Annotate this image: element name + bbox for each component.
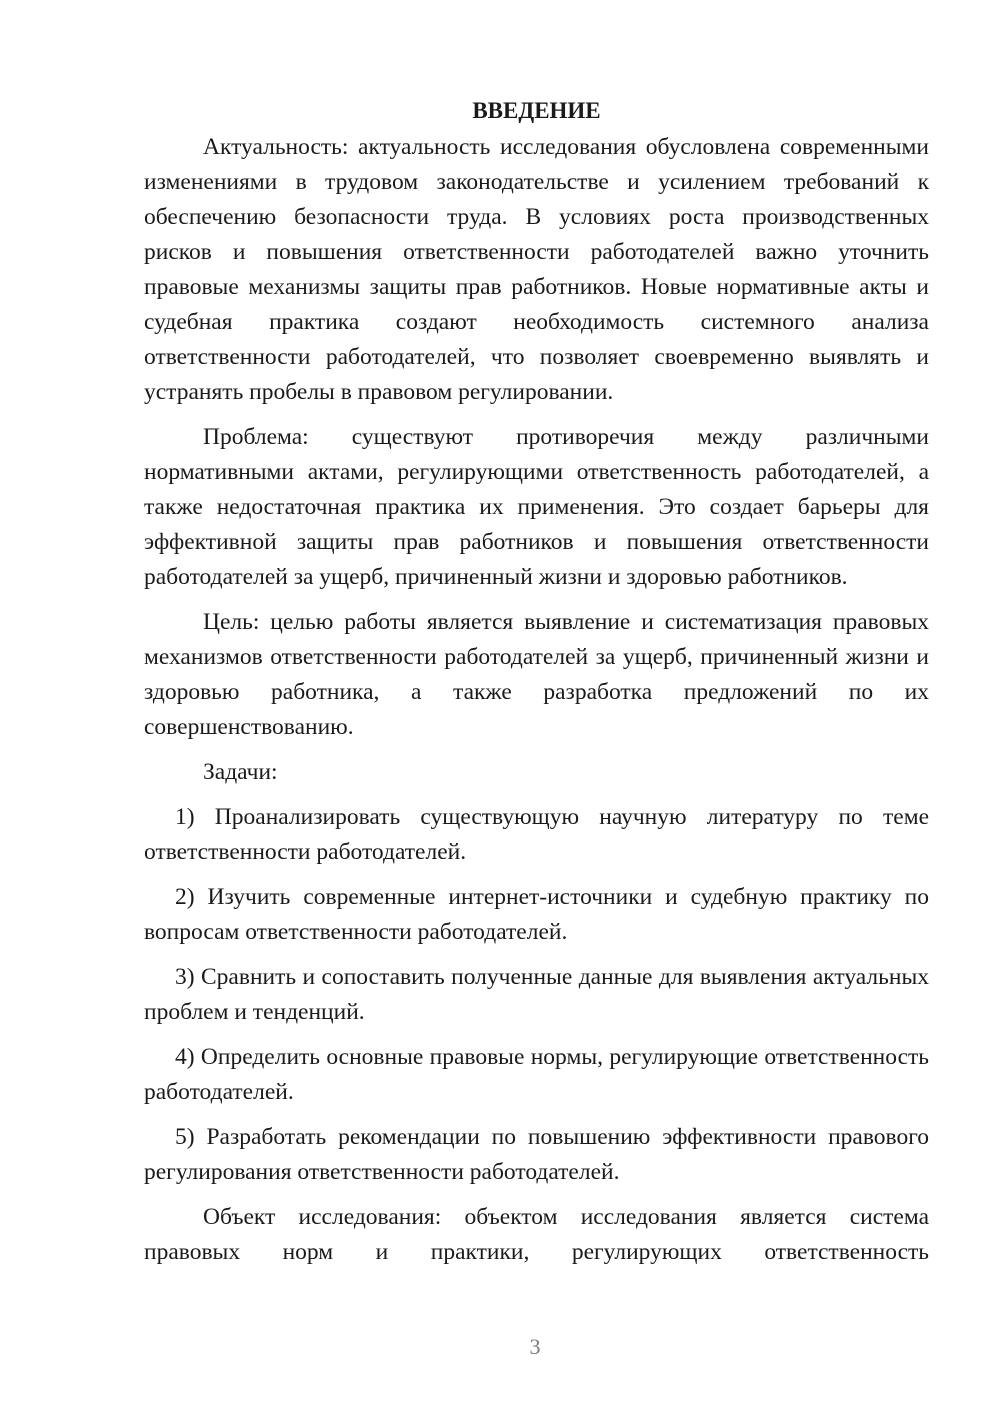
page-number: 3 — [529, 1334, 541, 1359]
page-content — [144, 94, 929, 1280]
paragraph-object: Объект исследования: объектом исследования является система правовых норм и практики, регулирующих ответственность — [144, 1204, 929, 1265]
page-title: ВВЕДЕНИЕ — [472, 98, 601, 123]
tasks-heading: Задачи: — [203, 759, 278, 785]
list-item-task-3: 3) Сравнить и сопоставить полученные данные для выявления актуальных проблем и тенденций. — [144, 964, 929, 1025]
list-item-task-5: 5) Разработать рекомендации по повышению эффективности правового регулирования ответственности работодателей. — [144, 1124, 929, 1185]
list-item-task-2: 2) Изучить современные интернет-источники и судебную практику по вопросам ответственности работодателей. — [144, 884, 929, 945]
paragraph-problem: Проблема: существуют противоречия между различными нормативными актами, регулирующими ответственность работодателей, а также недостаточная практика их применения. Это создает барьеры для эффективной защиты прав работников и повышения ответственности работодателей за ущерб, причиненный жизни и здоровью работников. — [144, 424, 929, 590]
paragraph-relevance: Актуальность: актуальность исследования обусловлена современными изменениями в трудовом законодательстве и усилением требований к обеспечению безопасности труда. В условиях роста производственных рисков и повышения ответственности работодателей важно уточнить правовые механизмы защиты прав работников. Новые нормативные акты и судебная практика создают необходимость системного анализа ответственности работодателей, что позволяет своевременно выявлять и устранять пробелы в правовом регулировании. — [144, 134, 929, 405]
list-item-task-1: 1) Проанализировать существующую научную литературу по теме ответственности работодателей. — [144, 804, 929, 865]
paragraph-goal: Цель: целью работы является выявление и систематизация правовых механизмов ответственности работодателей за ущерб, причиненный жизни и здоровью работника, а также разработка предложений по их совершенствованию. — [144, 609, 929, 740]
list-item-task-4: 4) Определить основные правовые нормы, регулирующие ответственность работодателей. — [144, 1044, 929, 1105]
